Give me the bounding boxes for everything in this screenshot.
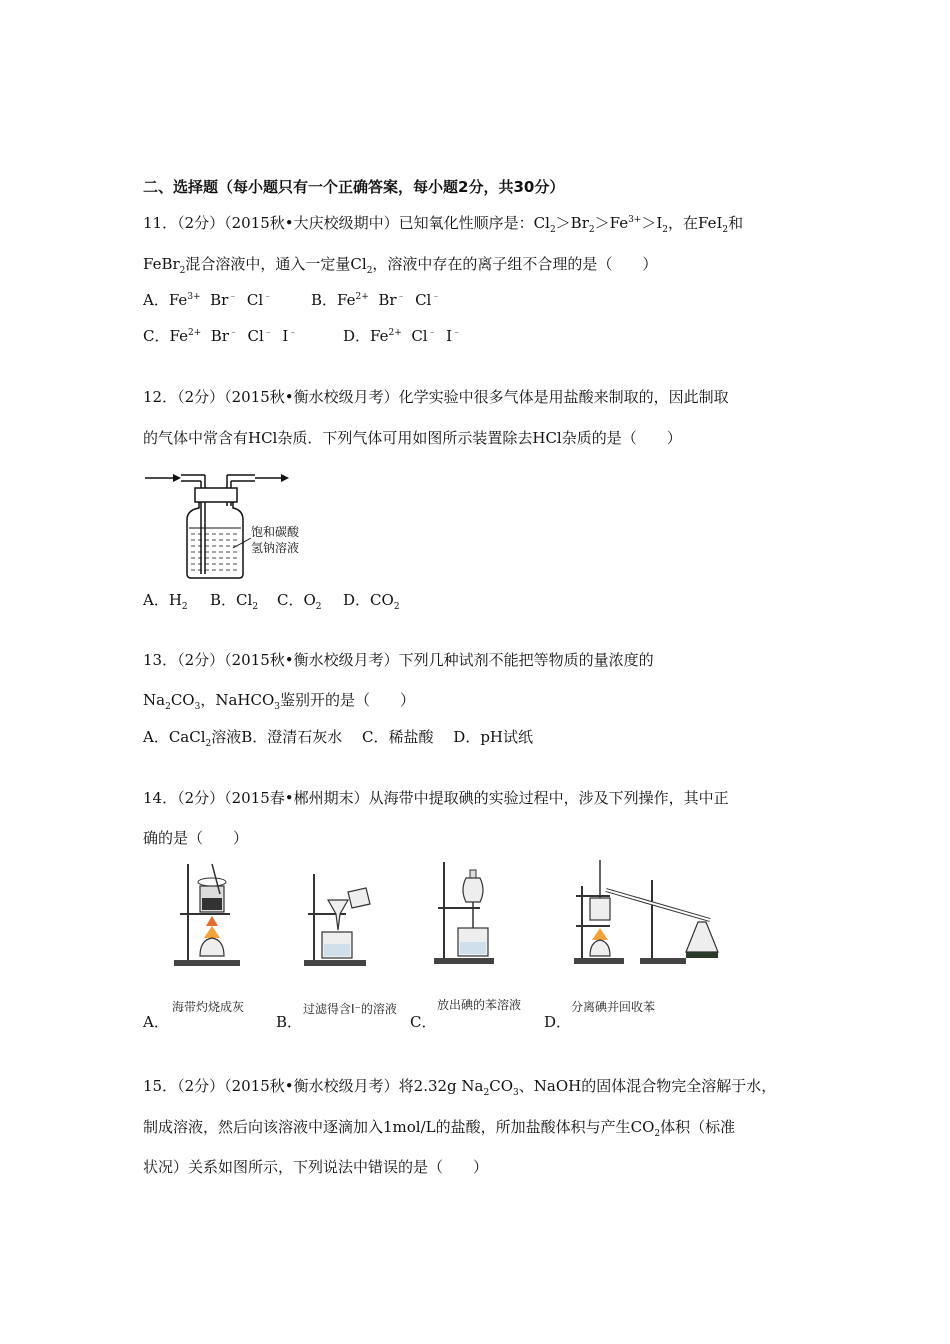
q14-option-c[interactable]: C． bbox=[410, 1013, 437, 1031]
q13-line1: 13．（2分）（2015秋•衡水校级月考）下列几种试剂不能把等物质的量浓度的 bbox=[143, 651, 654, 669]
q11-option-d[interactable]: D．$Fe^{2+}$ Cl﹣ I﹣ bbox=[343, 327, 462, 345]
caption-d: 分离碘并回收苯 bbox=[571, 1000, 656, 1014]
q12-line2: 的气体中常含有HCl杂质．下列气体可用如图所示装置除去HCl杂质的是（ ） bbox=[143, 429, 682, 447]
q11-option-a[interactable]: A．$Fe^{3+}$ Br﹣ Cl﹣ bbox=[143, 291, 273, 309]
q12-line1: 12．（2分）（2015秋•衡水校级月考）化学实验中很多气体是用盐酸来制取的，因此制取 bbox=[143, 388, 729, 406]
q14-option-b[interactable]: B． bbox=[276, 1013, 303, 1031]
figure-label-2: 氢钠溶液 bbox=[251, 541, 300, 555]
q14-option-d[interactable]: D． bbox=[544, 1013, 572, 1031]
q12-option-b[interactable]: B．$Cl_2$ bbox=[210, 591, 259, 612]
q11-option-c[interactable]: C．$Fe^{2+}$ Br﹣ Cl﹣ I﹣ bbox=[143, 327, 298, 345]
figure-label-1: 饱和碳酸 bbox=[251, 525, 300, 539]
q11-option-b[interactable]: B．$Fe^{2+}$ Br﹣ Cl﹣ bbox=[311, 291, 441, 309]
q12-option-c[interactable]: C．$O_2$ bbox=[277, 591, 322, 612]
gas-washing-bottle-figure bbox=[143, 466, 300, 584]
q13-line2: $Na_2CO_3$，NaHCO$_3$鉴别开的是（ ） bbox=[143, 691, 416, 712]
q13-options[interactable]: A．CaCl$_2$溶液B．澄清石灰水 C．稀盐酸 D．pH试纸 bbox=[143, 728, 534, 749]
q15-line3: 状况）关系如图所示，下列说法中错误的是（ ） bbox=[143, 1158, 489, 1176]
caption-b: 过滤得含I⁻的溶液 bbox=[303, 1002, 397, 1016]
q12-option-d[interactable]: D．$CO_2$ bbox=[343, 591, 400, 612]
apparatus-b-figure bbox=[300, 870, 390, 970]
section-header: 二、选择题（每小题只有一个正确答案，每小题2分，共30分） bbox=[143, 178, 565, 196]
q11-line1: 11．（2分）（2015秋•大庆校级期中）已知氧化性顺序是：$Cl_2>Br_2>Fe^{3+}>I_2$，在FeI$_2$和 bbox=[143, 214, 744, 235]
q11-line2: FeBr$_2$混合溶液中，通入一定量$Cl_2$，溶液中存在的离子组不合理的是（ ） bbox=[143, 255, 658, 276]
q15-line1: 15．（2分）（2015秋•衡水校级月考）将2.32g $Na_2CO_3$、NaOH的固体混合物完全溶解于水， bbox=[143, 1077, 777, 1098]
apparatus-a-figure bbox=[170, 860, 260, 970]
q14-line2: 确的是（ ） bbox=[143, 829, 249, 847]
q12-option-a[interactable]: A．$H_2$ bbox=[143, 591, 188, 612]
caption-a: 海带灼烧成灰 bbox=[172, 1000, 245, 1014]
q15-line2: 制成溶液，然后向该溶液中逐滴加入1mol/L的盐酸，所加盐酸体积与产生$CO_2$体积（标准 bbox=[143, 1118, 736, 1139]
caption-c: 放出碘的苯溶液 bbox=[437, 998, 522, 1012]
q14-option-a[interactable]: A． bbox=[143, 1013, 169, 1031]
apparatus-c-figure bbox=[430, 858, 510, 968]
q14-line1: 14．（2分）（2015春•郴州期末）从海带中提取碘的实验过程中，涉及下列操作，其中正 bbox=[143, 789, 729, 807]
apparatus-d-figure bbox=[570, 856, 730, 970]
